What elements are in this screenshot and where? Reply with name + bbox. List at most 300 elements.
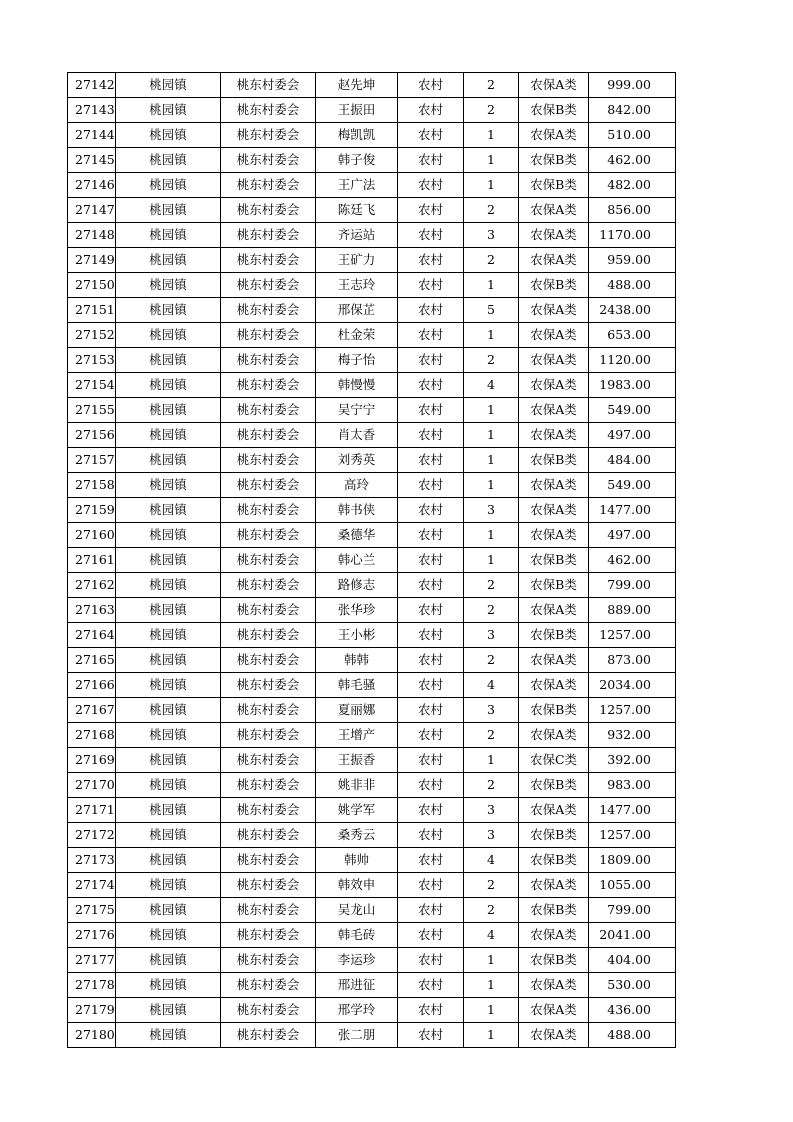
town-cell: 桃园镇 xyxy=(116,673,221,698)
area-type-cell: 农村 xyxy=(398,648,464,673)
village-committee-cell: 桃东村委会 xyxy=(221,698,316,723)
name-cell: 王振香 xyxy=(316,748,398,773)
household-count-cell: 3 xyxy=(464,223,519,248)
amount-cell: 1477.00 xyxy=(589,498,676,523)
insurance-category-cell: 农保B类 xyxy=(519,173,589,198)
household-count-cell: 3 xyxy=(464,823,519,848)
table-row xyxy=(68,598,676,623)
town-cell: 桃园镇 xyxy=(116,73,221,98)
insurance-category-cell: 农保B类 xyxy=(519,823,589,848)
insurance-category-cell: 农保B类 xyxy=(519,623,589,648)
town-cell: 桃园镇 xyxy=(116,473,221,498)
village-committee-cell: 桃东村委会 xyxy=(221,623,316,648)
table-row xyxy=(68,323,676,348)
table-row xyxy=(68,548,676,573)
record-id-cell: 27168 xyxy=(68,723,116,748)
record-id-cell: 27167 xyxy=(68,698,116,723)
household-count-cell: 4 xyxy=(464,673,519,698)
area-type-cell: 农村 xyxy=(398,323,464,348)
village-committee-cell: 桃东村委会 xyxy=(221,73,316,98)
record-id-cell: 27174 xyxy=(68,873,116,898)
insurance-category-cell: 农保A类 xyxy=(519,123,589,148)
area-type-cell: 农村 xyxy=(398,98,464,123)
name-cell: 肖太香 xyxy=(316,423,398,448)
table-row xyxy=(68,448,676,473)
insurance-category-cell: 农保A类 xyxy=(519,998,589,1023)
amount-cell: 983.00 xyxy=(589,773,676,798)
village-committee-cell: 桃东村委会 xyxy=(221,98,316,123)
record-id-cell: 27153 xyxy=(68,348,116,373)
record-id-cell: 27150 xyxy=(68,273,116,298)
amount-cell: 959.00 xyxy=(589,248,676,273)
village-committee-cell: 桃东村委会 xyxy=(221,798,316,823)
name-cell: 高玲 xyxy=(316,473,398,498)
amount-cell: 392.00 xyxy=(589,748,676,773)
record-id-cell: 27166 xyxy=(68,673,116,698)
village-committee-cell: 桃东村委会 xyxy=(221,248,316,273)
area-type-cell: 农村 xyxy=(398,148,464,173)
area-type-cell: 农村 xyxy=(398,598,464,623)
household-count-cell: 2 xyxy=(464,723,519,748)
town-cell: 桃园镇 xyxy=(116,173,221,198)
record-id-cell: 27164 xyxy=(68,623,116,648)
amount-cell: 1257.00 xyxy=(589,698,676,723)
town-cell: 桃园镇 xyxy=(116,573,221,598)
name-cell: 李运珍 xyxy=(316,948,398,973)
village-committee-cell: 桃东村委会 xyxy=(221,148,316,173)
town-cell: 桃园镇 xyxy=(116,998,221,1023)
insurance-category-cell: 农保B类 xyxy=(519,773,589,798)
area-type-cell: 农村 xyxy=(398,773,464,798)
village-committee-cell: 桃东村委会 xyxy=(221,598,316,623)
record-id-cell: 27175 xyxy=(68,898,116,923)
household-count-cell: 5 xyxy=(464,298,519,323)
town-cell: 桃园镇 xyxy=(116,348,221,373)
amount-cell: 484.00 xyxy=(589,448,676,473)
village-committee-cell: 桃东村委会 xyxy=(221,473,316,498)
village-committee-cell: 桃东村委会 xyxy=(221,973,316,998)
table-row xyxy=(68,473,676,498)
name-cell: 韩书侠 xyxy=(316,498,398,523)
amount-cell: 1257.00 xyxy=(589,823,676,848)
insurance-category-cell: 农保A类 xyxy=(519,398,589,423)
household-count-cell: 4 xyxy=(464,373,519,398)
table-row xyxy=(68,273,676,298)
name-cell: 邢保芷 xyxy=(316,298,398,323)
amount-cell: 799.00 xyxy=(589,898,676,923)
area-type-cell: 农村 xyxy=(398,573,464,598)
table-row xyxy=(68,198,676,223)
insurance-category-cell: 农保B类 xyxy=(519,573,589,598)
household-count-cell: 4 xyxy=(464,923,519,948)
name-cell: 杜金荣 xyxy=(316,323,398,348)
name-cell: 桑德华 xyxy=(316,523,398,548)
insurance-category-cell: 农保A类 xyxy=(519,323,589,348)
insurance-category-cell: 农保A类 xyxy=(519,348,589,373)
area-type-cell: 农村 xyxy=(398,498,464,523)
table-row xyxy=(68,773,676,798)
area-type-cell: 农村 xyxy=(398,473,464,498)
insurance-category-cell: 农保C类 xyxy=(519,748,589,773)
town-cell: 桃园镇 xyxy=(116,223,221,248)
insurance-category-cell: 农保B类 xyxy=(519,948,589,973)
insurance-category-cell: 农保A类 xyxy=(519,473,589,498)
town-cell: 桃园镇 xyxy=(116,923,221,948)
town-cell: 桃园镇 xyxy=(116,598,221,623)
table-row xyxy=(68,723,676,748)
village-committee-cell: 桃东村委会 xyxy=(221,323,316,348)
household-count-cell: 3 xyxy=(464,498,519,523)
record-id-cell: 27158 xyxy=(68,473,116,498)
household-count-cell: 4 xyxy=(464,848,519,873)
name-cell: 王小彬 xyxy=(316,623,398,648)
area-type-cell: 农村 xyxy=(398,373,464,398)
name-cell: 韩帅 xyxy=(316,848,398,873)
record-id-cell: 27173 xyxy=(68,848,116,873)
household-count-cell: 2 xyxy=(464,73,519,98)
name-cell: 刘秀英 xyxy=(316,448,398,473)
town-cell: 桃园镇 xyxy=(116,298,221,323)
amount-cell: 436.00 xyxy=(589,998,676,1023)
table-row xyxy=(68,873,676,898)
town-cell: 桃园镇 xyxy=(116,973,221,998)
record-id-cell: 27154 xyxy=(68,373,116,398)
table-row xyxy=(68,798,676,823)
insurance-category-cell: 农保A类 xyxy=(519,1023,589,1048)
household-count-cell: 3 xyxy=(464,623,519,648)
village-committee-cell: 桃东村委会 xyxy=(221,1023,316,1048)
household-count-cell: 3 xyxy=(464,798,519,823)
town-cell: 桃园镇 xyxy=(116,723,221,748)
household-count-cell: 1 xyxy=(464,448,519,473)
table-row xyxy=(68,523,676,548)
record-id-cell: 27177 xyxy=(68,948,116,973)
household-count-cell: 1 xyxy=(464,973,519,998)
name-cell: 王矿力 xyxy=(316,248,398,273)
town-cell: 桃园镇 xyxy=(116,423,221,448)
household-count-cell: 2 xyxy=(464,898,519,923)
village-committee-cell: 桃东村委会 xyxy=(221,873,316,898)
name-cell: 邢进征 xyxy=(316,973,398,998)
table-row xyxy=(68,348,676,373)
village-committee-cell: 桃东村委会 xyxy=(221,823,316,848)
table-row xyxy=(68,248,676,273)
record-id-cell: 27178 xyxy=(68,973,116,998)
area-type-cell: 农村 xyxy=(398,823,464,848)
table-row xyxy=(68,498,676,523)
insurance-category-cell: 农保B类 xyxy=(519,848,589,873)
village-committee-cell: 桃东村委会 xyxy=(221,773,316,798)
name-cell: 梅凯凯 xyxy=(316,123,398,148)
amount-cell: 932.00 xyxy=(589,723,676,748)
record-id-cell: 27157 xyxy=(68,448,116,473)
amount-cell: 497.00 xyxy=(589,423,676,448)
household-count-cell: 2 xyxy=(464,348,519,373)
household-count-cell: 2 xyxy=(464,198,519,223)
record-id-cell: 27151 xyxy=(68,298,116,323)
record-id-cell: 27179 xyxy=(68,998,116,1023)
village-committee-cell: 桃东村委会 xyxy=(221,898,316,923)
name-cell: 夏丽娜 xyxy=(316,698,398,723)
village-committee-cell: 桃东村委会 xyxy=(221,848,316,873)
area-type-cell: 农村 xyxy=(398,298,464,323)
town-cell: 桃园镇 xyxy=(116,948,221,973)
area-type-cell: 农村 xyxy=(398,848,464,873)
town-cell: 桃园镇 xyxy=(116,698,221,723)
town-cell: 桃园镇 xyxy=(116,773,221,798)
name-cell: 韩慢慢 xyxy=(316,373,398,398)
amount-cell: 2438.00 xyxy=(589,298,676,323)
area-type-cell: 农村 xyxy=(398,898,464,923)
insurance-category-cell: 农保A类 xyxy=(519,723,589,748)
insurance-category-cell: 农保A类 xyxy=(519,648,589,673)
name-cell: 邢学玲 xyxy=(316,998,398,1023)
amount-cell: 1477.00 xyxy=(589,798,676,823)
town-cell: 桃园镇 xyxy=(116,373,221,398)
household-count-cell: 1 xyxy=(464,748,519,773)
town-cell: 桃园镇 xyxy=(116,498,221,523)
village-committee-cell: 桃东村委会 xyxy=(221,423,316,448)
table-row xyxy=(68,823,676,848)
insurance-category-cell: 农保B类 xyxy=(519,148,589,173)
household-count-cell: 1 xyxy=(464,948,519,973)
town-cell: 桃园镇 xyxy=(116,148,221,173)
table-row xyxy=(68,173,676,198)
name-cell: 齐运站 xyxy=(316,223,398,248)
area-type-cell: 农村 xyxy=(398,223,464,248)
area-type-cell: 农村 xyxy=(398,198,464,223)
amount-cell: 510.00 xyxy=(589,123,676,148)
insurance-category-cell: 农保A类 xyxy=(519,423,589,448)
household-count-cell: 1 xyxy=(464,123,519,148)
town-cell: 桃园镇 xyxy=(116,623,221,648)
name-cell: 王广法 xyxy=(316,173,398,198)
name-cell: 王振田 xyxy=(316,98,398,123)
record-id-cell: 27149 xyxy=(68,248,116,273)
amount-cell: 856.00 xyxy=(589,198,676,223)
town-cell: 桃园镇 xyxy=(116,323,221,348)
village-committee-cell: 桃东村委会 xyxy=(221,173,316,198)
amount-cell: 2034.00 xyxy=(589,673,676,698)
name-cell: 韩毛砖 xyxy=(316,923,398,948)
name-cell: 赵先坤 xyxy=(316,73,398,98)
area-type-cell: 农村 xyxy=(398,923,464,948)
area-type-cell: 农村 xyxy=(398,623,464,648)
insurance-category-cell: 农保A类 xyxy=(519,73,589,98)
area-type-cell: 农村 xyxy=(398,248,464,273)
village-committee-cell: 桃东村委会 xyxy=(221,198,316,223)
town-cell: 桃园镇 xyxy=(116,548,221,573)
record-id-cell: 27145 xyxy=(68,148,116,173)
table-row xyxy=(68,123,676,148)
town-cell: 桃园镇 xyxy=(116,273,221,298)
insurance-category-cell: 农保B类 xyxy=(519,98,589,123)
town-cell: 桃园镇 xyxy=(116,448,221,473)
table-row xyxy=(68,98,676,123)
amount-cell: 873.00 xyxy=(589,648,676,673)
town-cell: 桃园镇 xyxy=(116,98,221,123)
name-cell: 梅子怡 xyxy=(316,348,398,373)
record-id-cell: 27160 xyxy=(68,523,116,548)
record-id-cell: 27152 xyxy=(68,323,116,348)
area-type-cell: 农村 xyxy=(398,948,464,973)
village-committee-cell: 桃东村委会 xyxy=(221,123,316,148)
amount-cell: 889.00 xyxy=(589,598,676,623)
household-count-cell: 2 xyxy=(464,873,519,898)
amount-cell: 1809.00 xyxy=(589,848,676,873)
name-cell: 韩毛骚 xyxy=(316,673,398,698)
table-row xyxy=(68,223,676,248)
village-committee-cell: 桃东村委会 xyxy=(221,948,316,973)
area-type-cell: 农村 xyxy=(398,548,464,573)
village-committee-cell: 桃东村委会 xyxy=(221,448,316,473)
insurance-category-cell: 农保A类 xyxy=(519,873,589,898)
name-cell: 桑秀云 xyxy=(316,823,398,848)
household-count-cell: 1 xyxy=(464,273,519,298)
area-type-cell: 农村 xyxy=(398,448,464,473)
name-cell: 陈廷飞 xyxy=(316,198,398,223)
insurance-category-cell: 农保B类 xyxy=(519,548,589,573)
table-row xyxy=(68,648,676,673)
table-row xyxy=(68,748,676,773)
amount-cell: 549.00 xyxy=(589,398,676,423)
record-id-cell: 27163 xyxy=(68,598,116,623)
record-id-cell: 27176 xyxy=(68,923,116,948)
name-cell: 姚非非 xyxy=(316,773,398,798)
name-cell: 韩韩 xyxy=(316,648,398,673)
village-committee-cell: 桃东村委会 xyxy=(221,223,316,248)
household-count-cell: 1 xyxy=(464,323,519,348)
village-committee-cell: 桃东村委会 xyxy=(221,398,316,423)
insurance-category-cell: 农保B类 xyxy=(519,448,589,473)
town-cell: 桃园镇 xyxy=(116,823,221,848)
insurance-category-cell: 农保A类 xyxy=(519,523,589,548)
amount-cell: 497.00 xyxy=(589,523,676,548)
table-row xyxy=(68,973,676,998)
town-cell: 桃园镇 xyxy=(116,523,221,548)
record-id-cell: 27161 xyxy=(68,548,116,573)
table-row xyxy=(68,373,676,398)
amount-cell: 404.00 xyxy=(589,948,676,973)
village-committee-cell: 桃东村委会 xyxy=(221,498,316,523)
table-row xyxy=(68,923,676,948)
village-committee-cell: 桃东村委会 xyxy=(221,348,316,373)
table-row xyxy=(68,398,676,423)
amount-cell: 488.00 xyxy=(589,1023,676,1048)
record-id-cell: 27159 xyxy=(68,498,116,523)
record-id-cell: 27172 xyxy=(68,823,116,848)
amount-cell: 653.00 xyxy=(589,323,676,348)
insurance-category-cell: 农保A类 xyxy=(519,673,589,698)
area-type-cell: 农村 xyxy=(398,73,464,98)
village-committee-cell: 桃东村委会 xyxy=(221,573,316,598)
household-count-cell: 2 xyxy=(464,573,519,598)
table-row xyxy=(68,573,676,598)
village-committee-cell: 桃东村委会 xyxy=(221,548,316,573)
amount-cell: 799.00 xyxy=(589,573,676,598)
area-type-cell: 农村 xyxy=(398,348,464,373)
record-id-cell: 27143 xyxy=(68,98,116,123)
amount-cell: 549.00 xyxy=(589,473,676,498)
amount-cell: 1170.00 xyxy=(589,223,676,248)
household-count-cell: 2 xyxy=(464,648,519,673)
village-committee-cell: 桃东村委会 xyxy=(221,923,316,948)
name-cell: 姚学军 xyxy=(316,798,398,823)
household-count-cell: 1 xyxy=(464,473,519,498)
area-type-cell: 农村 xyxy=(398,998,464,1023)
insurance-category-cell: 农保A类 xyxy=(519,923,589,948)
village-committee-cell: 桃东村委会 xyxy=(221,723,316,748)
record-id-cell: 27169 xyxy=(68,748,116,773)
name-cell: 韩子俊 xyxy=(316,148,398,173)
area-type-cell: 农村 xyxy=(398,873,464,898)
insurance-category-cell: 农保B类 xyxy=(519,898,589,923)
table-row xyxy=(68,898,676,923)
record-id-cell: 27144 xyxy=(68,123,116,148)
insurance-category-cell: 农保A类 xyxy=(519,373,589,398)
village-committee-cell: 桃东村委会 xyxy=(221,673,316,698)
table-row xyxy=(68,673,676,698)
household-count-cell: 1 xyxy=(464,548,519,573)
amount-cell: 1120.00 xyxy=(589,348,676,373)
amount-cell: 488.00 xyxy=(589,273,676,298)
record-id-cell: 27146 xyxy=(68,173,116,198)
table-row xyxy=(68,848,676,873)
household-count-cell: 1 xyxy=(464,998,519,1023)
name-cell: 韩效申 xyxy=(316,873,398,898)
insurance-category-cell: 农保A类 xyxy=(519,798,589,823)
amount-cell: 1257.00 xyxy=(589,623,676,648)
amount-cell: 1983.00 xyxy=(589,373,676,398)
town-cell: 桃园镇 xyxy=(116,798,221,823)
amount-cell: 2041.00 xyxy=(589,923,676,948)
area-type-cell: 农村 xyxy=(398,523,464,548)
village-committee-cell: 桃东村委会 xyxy=(221,523,316,548)
household-count-cell: 1 xyxy=(464,398,519,423)
amount-cell: 462.00 xyxy=(589,148,676,173)
household-count-cell: 3 xyxy=(464,698,519,723)
insurance-category-cell: 农保B类 xyxy=(519,698,589,723)
record-id-cell: 27180 xyxy=(68,1023,116,1048)
area-type-cell: 农村 xyxy=(398,173,464,198)
village-committee-cell: 桃东村委会 xyxy=(221,273,316,298)
town-cell: 桃园镇 xyxy=(116,248,221,273)
household-count-cell: 1 xyxy=(464,148,519,173)
amount-cell: 1055.00 xyxy=(589,873,676,898)
record-id-cell: 27142 xyxy=(68,73,116,98)
name-cell: 张二朋 xyxy=(316,1023,398,1048)
insurance-category-cell: 农保A类 xyxy=(519,498,589,523)
record-id-cell: 27171 xyxy=(68,798,116,823)
name-cell: 路修志 xyxy=(316,573,398,598)
area-type-cell: 农村 xyxy=(398,748,464,773)
insurance-category-cell: 农保A类 xyxy=(519,198,589,223)
area-type-cell: 农村 xyxy=(398,973,464,998)
record-id-cell: 27147 xyxy=(68,198,116,223)
town-cell: 桃园镇 xyxy=(116,198,221,223)
name-cell: 吴龙山 xyxy=(316,898,398,923)
household-count-cell: 1 xyxy=(464,423,519,448)
record-id-cell: 27156 xyxy=(68,423,116,448)
table-row xyxy=(68,698,676,723)
record-id-cell: 27148 xyxy=(68,223,116,248)
household-count-cell: 1 xyxy=(464,173,519,198)
table-row xyxy=(68,998,676,1023)
village-committee-cell: 桃东村委会 xyxy=(221,373,316,398)
household-count-cell: 2 xyxy=(464,248,519,273)
record-id-cell: 27162 xyxy=(68,573,116,598)
town-cell: 桃园镇 xyxy=(116,748,221,773)
